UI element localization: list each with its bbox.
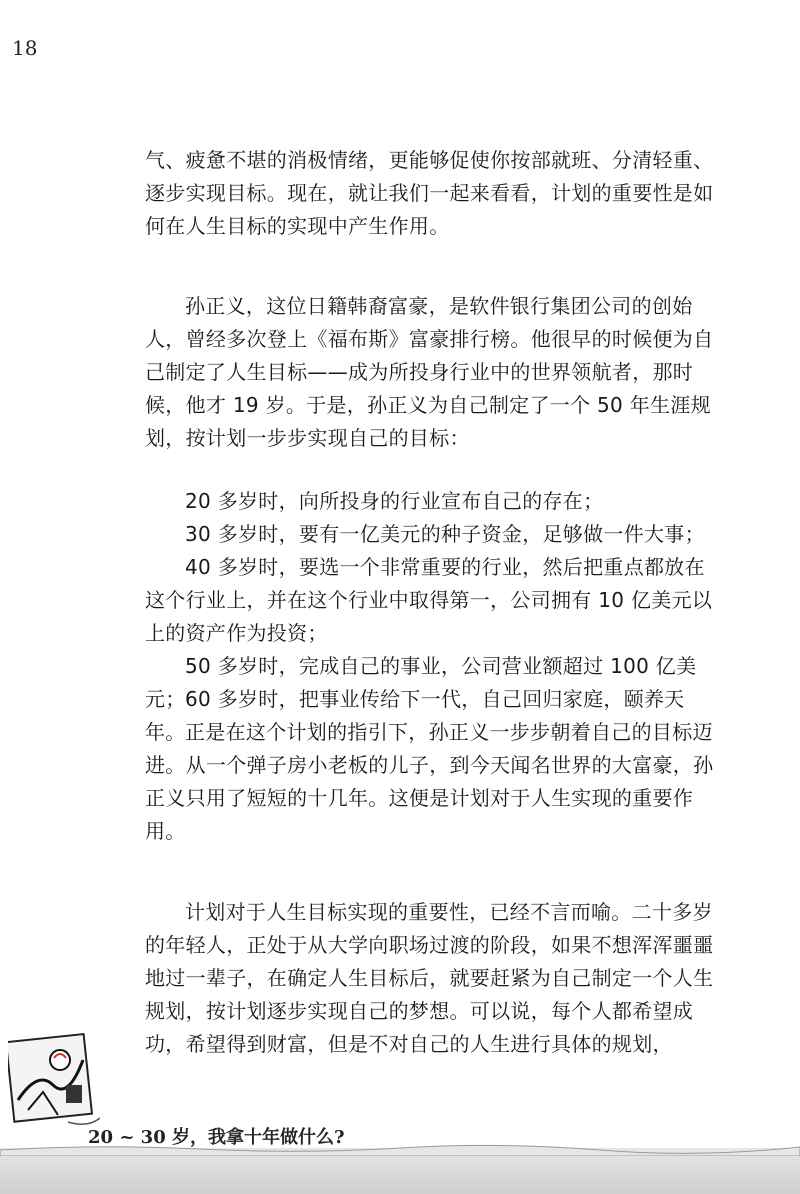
plan-item: 40 多岁时，要选一个非常重要的行业，然后把重点都放在这个行业上，并在这个行业中取得第一，公司拥有 10 亿美元以上的资产作为投资； [145,555,713,645]
illustration [8,1030,100,1130]
paragraph-son-masayoshi: 孙正义，这位日籍韩裔富豪，是软件银行集团公司的创始人，曾经多次登上《福布斯》富豪排行榜。他很早的时候便为自己制定了人生目标——成为所投身行业中的世界领航者，那时候，他才 19 岁。于是，孙正义为自己制定了一个 50 年生涯规划，按计划一步步实现自己的目标： [145,294,714,450]
paragraph-final: 计划对于人生目标实现的重要性，已经不言而喻。二十多岁的年轻人，正处于从大学向职场过渡的阶段，如果不想浑浑噩噩地过一辈子，在确定人生目标后，就要赶紧为自己制定一个人生规划，按计划逐步实现自己的梦想。可以说，每个人都希望成功，希望得到财富，但是不对自己的人生进行具体的规划， [145,900,714,1056]
paragraph-intro: 气、疲惫不堪的消极情绪，更能够促使你按部就班、分清轻重、逐步实现目标。现在，就让我们一起来看看，计划的重要性是如何在人生目标的实现中产生作用。 [145,148,714,238]
sketch-illustration-icon [8,1030,100,1130]
page-number: 18 [12,36,38,60]
footer-book-title: 20 ~ 30 岁，我拿十年做什么? [88,1127,345,1148]
plan-item: 60 多岁时，把事业传给下一代，自己回归家庭，颐养天年。 [145,687,685,744]
plan-item: 50 多岁时，完成自己的事业，公司营业额超过 100 亿美元； [145,654,697,711]
footer-band [0,1148,800,1194]
paragraph-closing: 正是在这个计划的指引下，孙正义一步步朝着自己的目标迈进。从一个弹子房小老板的儿子，到今天闻名世界的大富豪，孙正义只用了短短的十几年。这便是计划对于人生实现的重要作用。 [145,720,714,843]
plan-item: 20 多岁时，向所投身的行业宣布自己的存在； [185,489,604,513]
plan-item: 30 多岁时，要有一亿美元的种子资金，足够做一件大事； [185,522,705,546]
